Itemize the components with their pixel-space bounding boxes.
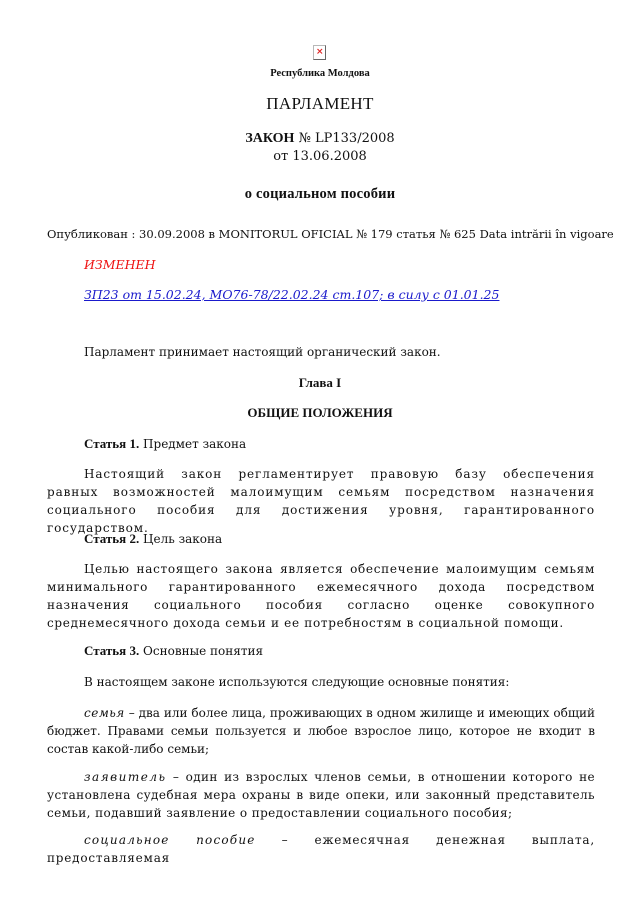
definition-applicant-text: – один из взрослых членов семьи, в отношении которого не установлена судебная мера охраны в виде опеки, или законный представитель семьи, подавший заявление о предоставлении социального пособия;: [47, 770, 595, 820]
law-number: [0, 131, 640, 147]
preamble: Парламент принимает настоящий органический закон.: [84, 345, 441, 359]
article-3-heading: [47, 642, 595, 660]
issuer-title: ПАРЛАМЕНТ: [266, 94, 374, 113]
definition-social-benefit: [47, 831, 595, 867]
term-applicant: заявитель: [84, 770, 167, 784]
definition-family-text: – два или более лица, проживающих в одном жилище и имеющих общий бюджет. Правами семьи пользуется и любое взрослое лицо, которое не входит в состав какой-либо семьи;: [47, 706, 595, 756]
article-1-title: Предмет закона: [143, 437, 247, 451]
definition-applicant: [47, 768, 595, 822]
amendment-link[interactable]: ЗП23 от 15.02.24, МО76-78/22.02.24 ст.107; в силу с 01.01.25: [84, 287, 500, 302]
chapter-heading: Глава I: [298, 375, 342, 390]
article-3-title: Основные понятия: [143, 644, 264, 658]
law-date: от 13.06.2008: [273, 149, 367, 164]
law-title: о социальном пособии: [244, 186, 396, 202]
definition-family: [47, 704, 595, 758]
term-family: семья: [84, 706, 125, 720]
article-3-label: Статья 3.: [84, 643, 140, 658]
article-2-label: Статья 2.: [84, 531, 140, 546]
broken-image-icon: ×: [313, 45, 326, 60]
article-1-heading: [47, 435, 595, 453]
article-1-text: Настоящий закон регламентирует правовую базу обеспечения равных возможностей малоимущим семьям посредством назначения социального пособия для достижения уровня, гарантированного государством.: [47, 467, 595, 535]
article-2-title: Цель закона: [143, 532, 223, 546]
publication-info: Опубликован : 30.09.2008 в MONITORUL OFICIAL № 179 статья № 625 Data intrării în vigoare: [47, 227, 614, 241]
article-1-label: Статья 1.: [84, 436, 140, 451]
term-social-benefit: социальное пособие: [84, 833, 256, 847]
definition-social-benefit-text: – ежемесячная денежная выплата, предоставляемая: [47, 833, 595, 865]
article-2-heading: [47, 530, 595, 548]
chapter-title: ОБЩИЕ ПОЛОЖЕНИЯ: [247, 405, 393, 420]
law-number-value: № LP133/2008: [298, 131, 395, 146]
law-label: ЗАКОН: [245, 131, 295, 146]
article-2-text: Целью настоящего закона является обеспечение малоимущим семьям минимального гарантированного ежемесячного дохода посредством назначения социального пособия согласно оценке совокупного среднемесячного дохода семьи и ее потребностям в социальной помощи.: [47, 562, 595, 630]
country-name: Республика Молдова: [270, 68, 370, 79]
article-3-text: В настоящем законе используются следующие основные понятия:: [84, 675, 510, 689]
modified-status: ИЗМЕНЕН: [84, 257, 156, 272]
